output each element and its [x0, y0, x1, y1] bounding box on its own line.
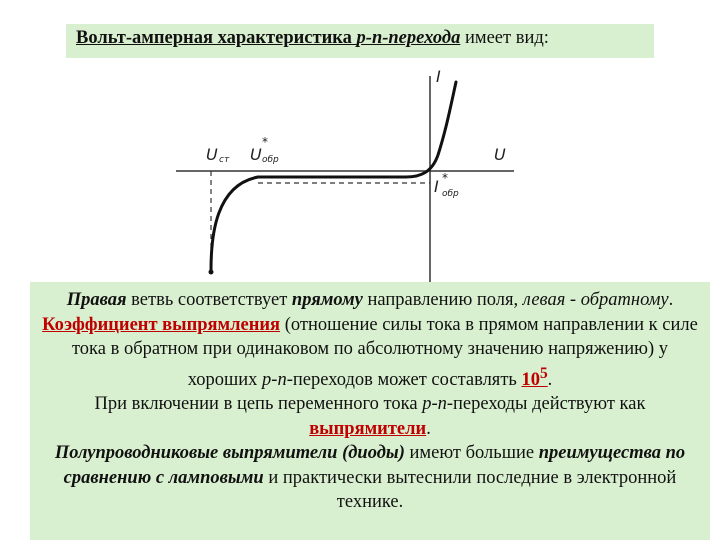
title-banner: [66, 24, 654, 58]
label-uobr: U: [250, 145, 262, 164]
word-pn: p-n: [262, 369, 287, 390]
text-fragment: (отношение силы тока в прямом направлении к силе тока в обратном при одинаковом по абсолютному значению напряжению) у хороших: [71, 314, 698, 390]
text-fragment: направлению поля,: [362, 290, 523, 310]
word-pn: p-n: [422, 394, 447, 415]
vac-graph: [176, 60, 532, 282]
title-rest: имеет вид:: [460, 28, 549, 48]
title-underlined: Вольт-амперная характеристика: [76, 28, 357, 48]
word-right: Правая: [66, 290, 127, 310]
text-fragment: .: [668, 290, 674, 310]
breakdown-point: [209, 270, 214, 275]
label-iobr-sub: обр: [442, 189, 459, 199]
text-fragment: и практически вытеснили последние в электронной технике.: [263, 467, 677, 513]
text-fragment: -: [565, 290, 581, 310]
term-advantages: преимущества по сравнению с ламповыми: [63, 443, 686, 488]
label-uobr-star: *: [262, 135, 268, 149]
value-ten-power: $10^5$: [521, 364, 548, 390]
label-iobr-star: *: [442, 171, 448, 185]
word-forward: прямому: [291, 290, 363, 310]
text-fragment: имеют большие: [404, 443, 539, 464]
text-fragment: -переходов может составлять: [286, 369, 522, 390]
label-u: U: [494, 145, 506, 164]
paragraph-ac: [36, 392, 704, 441]
label-i: I: [436, 67, 441, 86]
explanation-box: [30, 282, 710, 540]
text-fragment: .: [426, 418, 431, 439]
label-uobr-sub: обр: [262, 155, 279, 165]
title-pn: p-n-перехода: [356, 28, 461, 48]
label-ust-sub: ст: [219, 155, 230, 165]
text-fragment: -переходы действуют как: [446, 394, 646, 415]
word-left: левая: [522, 290, 566, 310]
paragraph-diodes: [36, 441, 704, 515]
term-rectification-coefficient: Коэффициент выпрямления: [42, 314, 281, 335]
term-diodes: Полупроводниковые выпрямители (диоды): [54, 443, 405, 464]
term-rectifiers: выпрямители: [309, 418, 427, 439]
text-fragment: При включении в цепь переменного тока: [94, 394, 423, 415]
word-reverse: обратному: [580, 290, 669, 310]
paragraph-branches: [36, 288, 704, 313]
text-fragment: .: [547, 369, 553, 390]
label-iobr: I: [434, 177, 439, 196]
paragraph-rectification: [36, 313, 704, 393]
label-ust: U: [206, 145, 218, 164]
text-fragment: ветвь соответствует: [126, 290, 292, 310]
vac-curve: [211, 82, 456, 270]
